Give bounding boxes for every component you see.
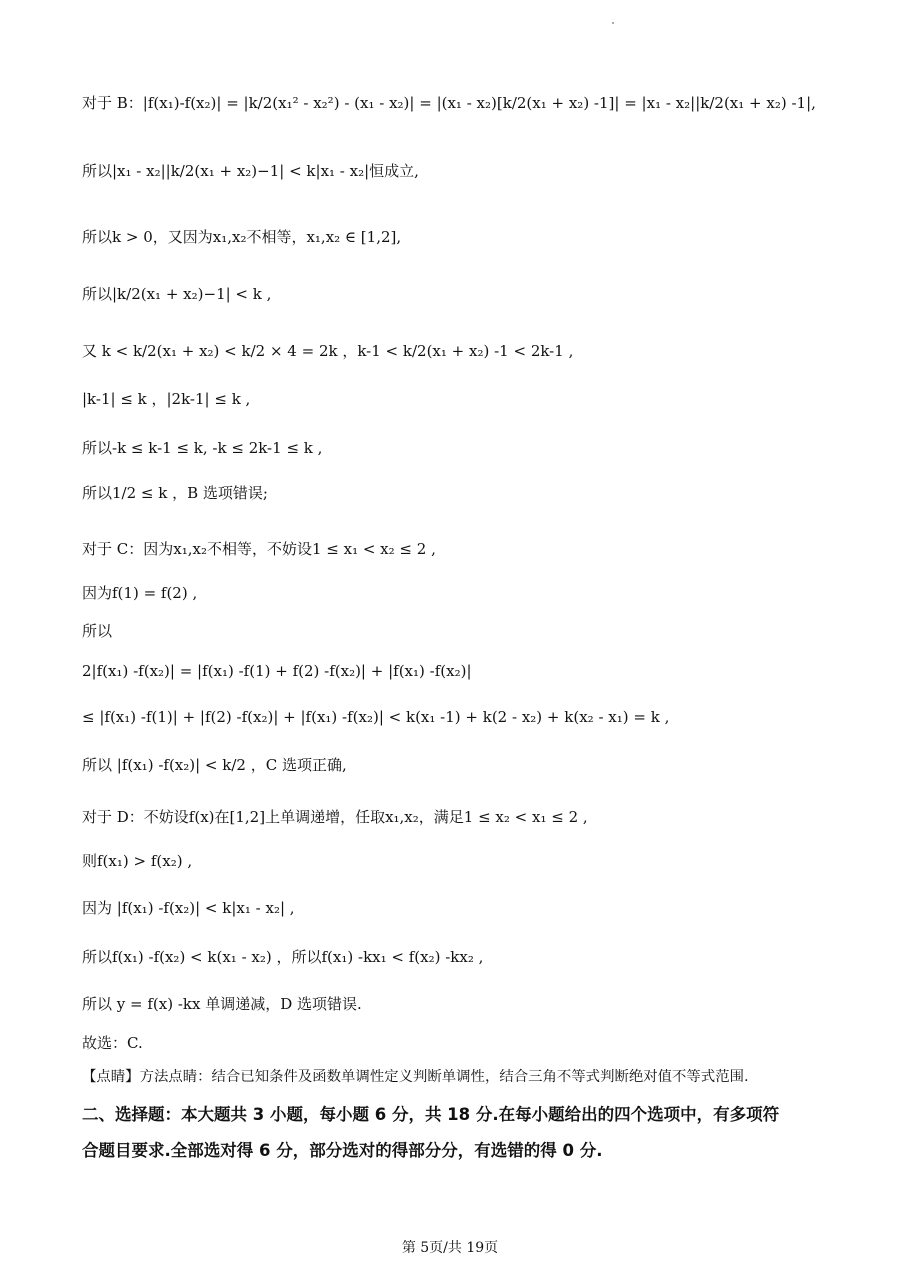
solution-line-19: 所以 y = f(x) -kx 单调递减，D 选项错误. — [82, 995, 362, 1013]
solution-line-1: 对于 B：|f(x₁)-f(x₂)| = |k/2(x₁² - x₂²) - (x₁ - x₂)| = |(x₁ - x₂)[k/2(x₁ + x₂) -1]| = |x₁ - x₂||k/2(x₁ + x₂) -1|, — [82, 94, 816, 112]
solution-line-8: 所以1/2 ≤ k ，B 选项错误; — [82, 484, 268, 502]
solution-line-20: 故选：C. — [82, 1034, 143, 1052]
scan-dot — [612, 22, 614, 24]
solution-line-17: 因为 |f(x₁) -f(x₂)| < k|x₁ - x₂| , — [82, 899, 295, 917]
solution-line-15: 对于 D：不妨设f(x)在[1,2]上单调递增，任取x₁,x₂，满足1 ≤ x₂ < x₁ ≤ 2 , — [82, 808, 588, 826]
solution-line-21: 【点睛】方法点睛：结合已知条件及函数单调性定义判断单调性，结合三角不等式判断绝对值不等式范围. — [82, 1069, 749, 1085]
solution-line-2: 所以|x₁ - x₂||k/2(x₁ + x₂)−1| < k|x₁ - x₂|恒成立, — [82, 162, 419, 180]
section-heading-line-2: 合题目要求.全部选对得 6 分，部分选对的得部分分，有选错的得 0 分. — [82, 1141, 603, 1160]
solution-line-10: 因为f(1) = f(2) , — [82, 584, 198, 602]
solution-line-11: 所以 — [82, 622, 113, 640]
solution-line-12: 2|f(x₁) -f(x₂)| = |f(x₁) -f(1) + f(2) -f(x₂)| + |f(x₁) -f(x₂)| — [82, 662, 472, 680]
solution-line-5: 又 k < k/2(x₁ + x₂) < k/2 × 4 = 2k ，k-1 < k/2(x₁ + x₂) -1 < 2k-1 , — [82, 342, 574, 360]
solution-line-13: ≤ |f(x₁) -f(1)| + |f(2) -f(x₂)| + |f(x₁) -f(x₂)| < k(x₁ -1) + k(2 - x₂) + k(x₂ - x₁) = k , — [82, 708, 670, 726]
solution-line-4: 所以|k/2(x₁ + x₂)−1| < k , — [82, 285, 272, 303]
solution-line-18: 所以f(x₁) -f(x₂) < k(x₁ - x₂) ，所以f(x₁) -kx₁ < f(x₂) -kx₂ , — [82, 948, 484, 966]
solution-line-7: 所以-k ≤ k-1 ≤ k, -k ≤ 2k-1 ≤ k , — [82, 439, 323, 457]
page-footer: 第 5页/共 19页 — [401, 1240, 499, 1256]
solution-line-16: 则f(x₁) > f(x₂) , — [82, 852, 193, 870]
solution-line-14: 所以 |f(x₁) -f(x₂)| < k/2 ，C 选项正确, — [82, 756, 347, 774]
section-heading-line-1: 二、选择题：本大题共 3 小题，每小题 6 分，共 18 分.在每小题给出的四个选项中，有多项符 — [82, 1105, 780, 1124]
solution-line-6: |k-1| ≤ k ，|2k-1| ≤ k , — [82, 390, 251, 408]
solution-line-3: 所以k > 0，又因为x₁,x₂不相等，x₁,x₂ ∈ [1,2], — [82, 228, 402, 246]
solution-line-9: 对于 C：因为x₁,x₂不相等，不妨设1 ≤ x₁ < x₂ ≤ 2 , — [82, 540, 436, 558]
